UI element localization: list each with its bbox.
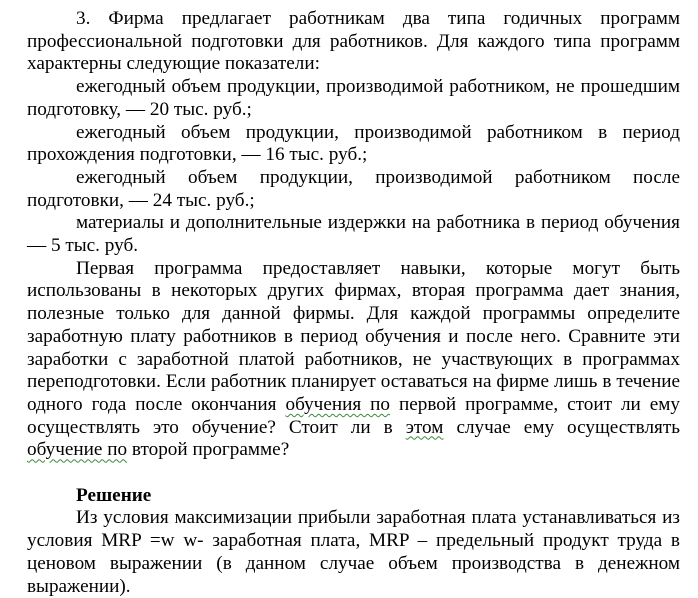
indicator-training-output: ежегодный объем продукции, производимой работником в период прохождения подготовки, — 16 тыс. руб.; xyxy=(27,121,680,166)
document-page xyxy=(27,8,680,598)
question-text-4: второй программе? xyxy=(127,439,290,461)
question-text-1: Первая программа предоставляет навыки, которые могут быть использованы в некоторых других фирмах, вторая программа дает знания, полезные только для данной фирмы. Для каждой программы определите заработную плату работников в период обучения и после него. Сравните эти заработки с заработной платой работников, не участвующих в программах переподготовки. Если работник планирует оставаться на фирме лишь в течение одного года после окончания xyxy=(27,257,680,415)
solution-heading: Решение xyxy=(76,484,152,506)
question-text-2: первой программе, стоит ли ему осуществлять это обучение? Стоит ли в xyxy=(27,393,680,438)
question-text-3: случае ему осуществлять xyxy=(443,416,680,438)
indicator-untrained-output: ежегодный объем продукции, производимой работником, не прошедшим подготовку, — 20 тыс. руб.; xyxy=(27,76,680,120)
spellcheck-mark-2: этом xyxy=(405,416,444,438)
spellcheck-mark-3: обучение по xyxy=(27,439,128,461)
indicator-training-costs: материалы и дополнительные издержки на работника в период обучения — 5 тыс. руб. xyxy=(27,212,680,257)
solution-text: Из условия максимизации прибыли заработная плата устанавливаться из условия MRP =w w- заработная плата, MRP – предельный продукт труда в ценовом выражении (в данном случае объем производства в денежном выражении). xyxy=(27,507,680,597)
paragraph-spacer xyxy=(27,462,680,485)
indicator-after-training-output: ежегодный объем продукции, производимой работником после подготовки, — 24 тыс. руб.; xyxy=(27,166,680,211)
task-question xyxy=(27,258,680,462)
task-intro: 3. Фирма предлагает работникам два типа годичных программ профессиональной подготовки для работников. Для каждого типа программ характерны следующие показатели: xyxy=(27,8,680,75)
spellcheck-mark-1: обучения по xyxy=(285,393,391,415)
